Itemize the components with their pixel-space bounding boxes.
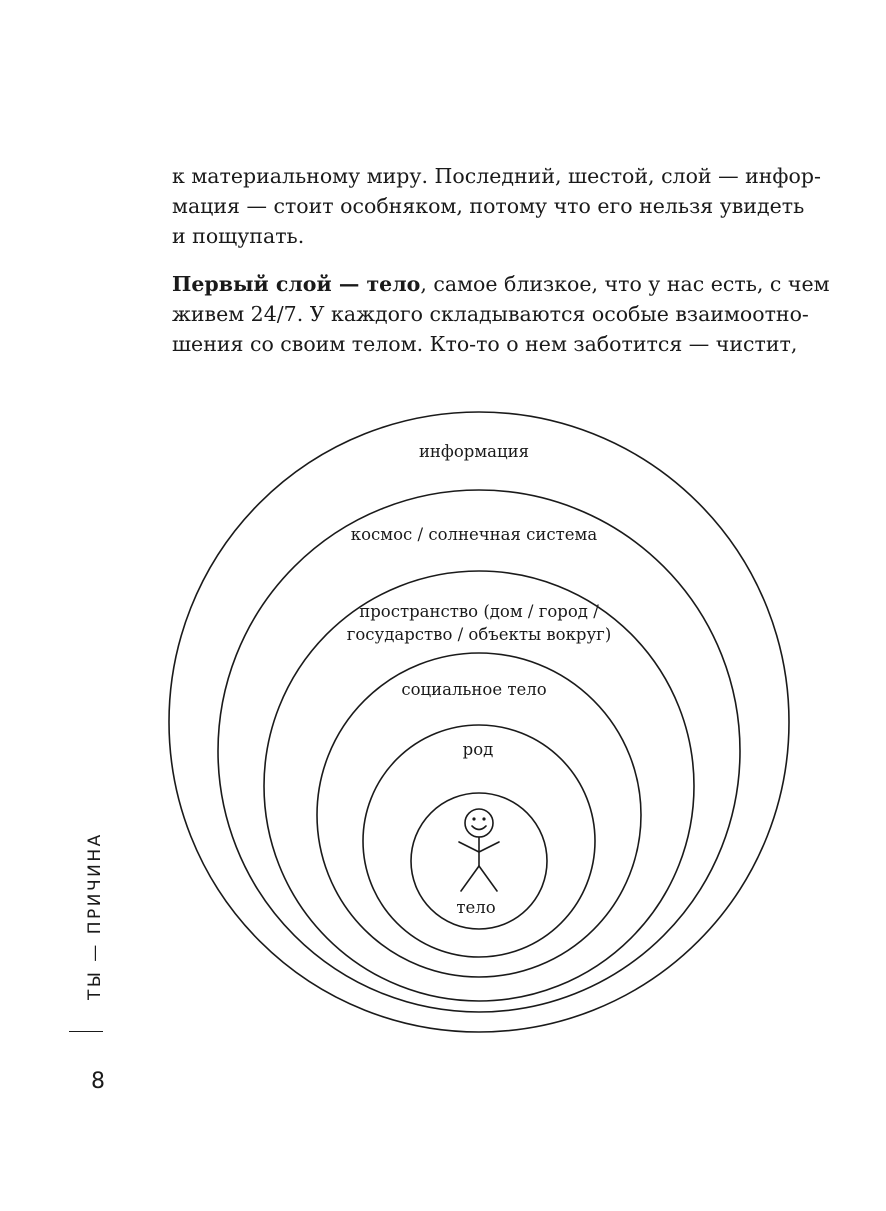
layer-label-social-body: социальное тело [401,680,547,699]
layer-label-space-line-1: пространство (дом / город / [359,602,599,621]
paragraph-2-bold-lead: Первый слой — тело [172,272,421,296]
layer-label-cosmos: космос / солнечная система [350,525,598,544]
page-number: 8 [91,1069,105,1094]
layer-label-kin: род [462,740,494,759]
running-title-rule [69,1031,103,1032]
paragraph-2-line-2: живем 24/7. У каждого складываются особые взаимоотно- [172,302,809,326]
paragraph-1-line-3: и пощупать. [172,224,305,248]
paragraph-2-line-1-rest: , самое близкое, что у нас есть, с чем [420,272,830,296]
layer-circle-information [169,412,789,1032]
stick-figure-icon [459,809,499,891]
paragraph-1-line-2: мация — стоит особняком, потому что его нельзя увидеть [172,194,805,218]
layer-label-information: информация [418,442,530,461]
paragraph-2-line-3: шения со своим телом. Кто-то о нем заботится — чистит, [172,332,798,356]
layer-label-body: тело [456,898,496,917]
paragraph-1-line-1: к материальному миру. Последний, шестой, слой — инфор- [172,164,821,188]
running-title: ТЫ — ПРИЧИНА [85,832,105,1000]
layer-label-space-line-2: государство / объекты вокруг) [346,625,612,644]
